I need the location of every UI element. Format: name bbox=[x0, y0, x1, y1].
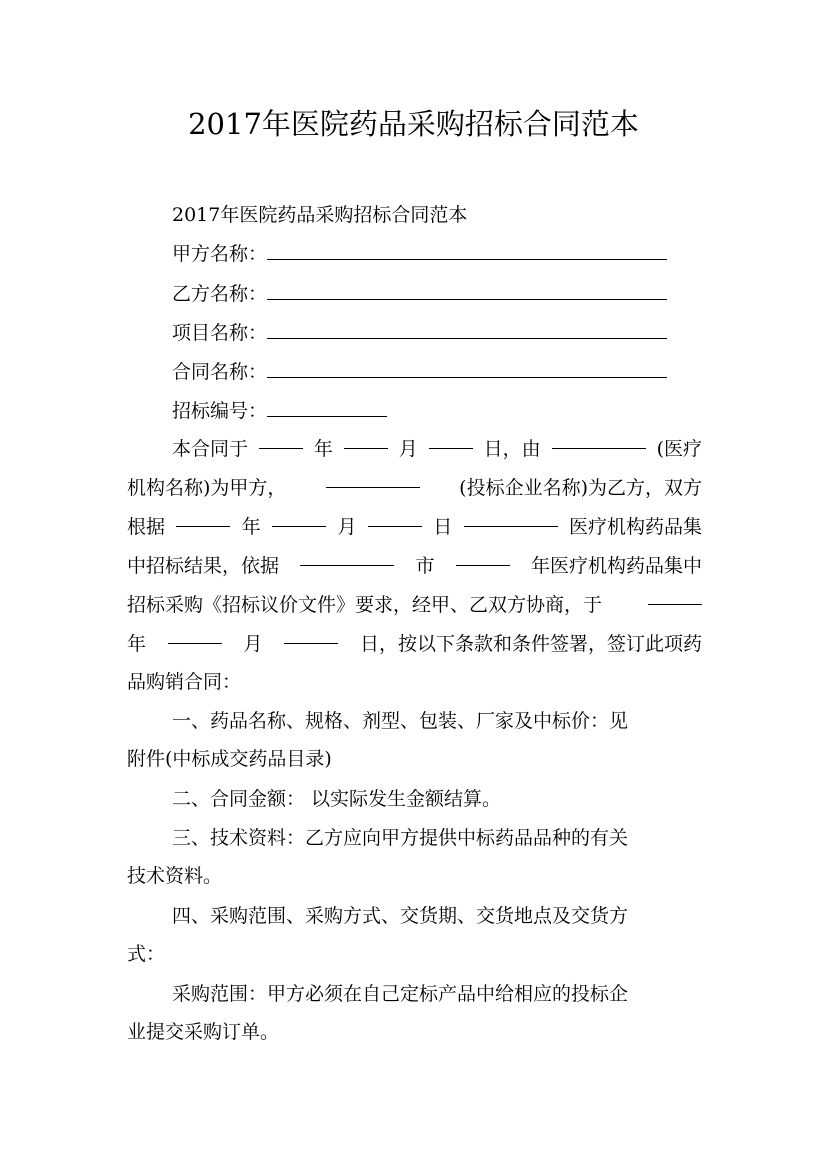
blank-line bbox=[326, 473, 420, 488]
blank-line bbox=[552, 434, 646, 449]
text: 年医疗机构药品集中 bbox=[530, 555, 702, 577]
text: 年 bbox=[127, 633, 147, 655]
intro-line-5 bbox=[127, 590, 702, 617]
subtitle: 2017年医院药品采购招标合同范本 bbox=[172, 204, 468, 226]
text: (投标企业名称)为乙方，双方 bbox=[459, 477, 702, 499]
blank-line bbox=[267, 363, 667, 378]
intro-line-4 bbox=[127, 551, 702, 578]
blank-line bbox=[648, 590, 702, 605]
document-title: 2017年医院药品采购招标合同范本 bbox=[188, 107, 639, 141]
text: 根据 bbox=[127, 516, 166, 538]
field-contract-name bbox=[172, 357, 702, 384]
text: 年 bbox=[241, 516, 261, 538]
text: 市 bbox=[415, 555, 435, 577]
text: 医疗机构药品集 bbox=[568, 516, 702, 538]
text: 机构名称)为甲方， bbox=[127, 477, 287, 499]
text: 招标采购《招标议价文件》要求，经甲、乙双方协商，于 bbox=[127, 594, 603, 616]
field-party-a bbox=[172, 239, 702, 266]
field-label: 项目名称： bbox=[172, 322, 268, 344]
blank-line bbox=[284, 629, 338, 644]
clause-5-line-2: 业提交采购订单。 bbox=[127, 1021, 280, 1043]
text: 中招标结果，依据 bbox=[127, 555, 280, 577]
field-label: 乙方名称： bbox=[172, 283, 268, 305]
field-party-b bbox=[172, 279, 702, 306]
blank-line bbox=[176, 512, 230, 527]
clause-3-line-1: 三、技术资料：乙方应向甲方提供中标药品品种的有关 bbox=[172, 827, 629, 849]
blank-line bbox=[168, 629, 222, 644]
clause-4-line-1: 四、采购范围、采购方式、交货期、交货地点及交货方 bbox=[172, 905, 629, 927]
clause-1-line-1: 一、药品名称、规格、剂型、包装、厂家及中标价：见 bbox=[172, 710, 629, 732]
blank-line bbox=[267, 324, 667, 339]
field-label: 合同名称： bbox=[172, 361, 268, 383]
intro-line-7: 品购销合同： bbox=[127, 671, 242, 693]
clause-2: 二、合同金额： 以实际发生金额结算。 bbox=[172, 788, 502, 810]
text: 年 bbox=[313, 438, 333, 460]
blank-line bbox=[429, 434, 473, 449]
intro-line-2 bbox=[127, 473, 702, 500]
clause-5-line-1: 采购范围：甲方必须在自己定标产品中给相应的投标企 bbox=[172, 983, 629, 1005]
blank-line bbox=[456, 551, 510, 566]
blank-line bbox=[272, 512, 326, 527]
blank-line bbox=[300, 551, 394, 566]
blank-line bbox=[344, 434, 388, 449]
text: 月 bbox=[337, 516, 357, 538]
blank-line bbox=[267, 245, 667, 260]
field-label: 招标编号： bbox=[172, 400, 268, 422]
text: 日 bbox=[433, 516, 453, 538]
blank-line bbox=[368, 512, 422, 527]
blank-line bbox=[267, 285, 667, 300]
text: 日，由 bbox=[483, 438, 541, 460]
clause-4-line-2: 式： bbox=[127, 943, 166, 965]
clause-1-line-2: 附件(中标成交药品目录) bbox=[127, 748, 332, 770]
text: 月 bbox=[398, 438, 418, 460]
field-bid-number bbox=[172, 396, 702, 423]
intro-line-6 bbox=[127, 629, 702, 656]
intro-line-1 bbox=[172, 434, 702, 461]
text: 日，按以下条款和条件签署，签订此项药 bbox=[359, 633, 702, 655]
blank-line bbox=[267, 402, 387, 417]
blank-line bbox=[464, 512, 558, 527]
text: (医疗 bbox=[656, 438, 702, 460]
intro-line-3 bbox=[127, 512, 702, 539]
field-project-name bbox=[172, 318, 702, 345]
clause-3-line-2: 技术资料。 bbox=[127, 865, 223, 887]
text: 月 bbox=[243, 633, 263, 655]
blank-line bbox=[259, 434, 303, 449]
field-label: 甲方名称： bbox=[172, 243, 268, 265]
text: 本合同于 bbox=[172, 438, 249, 460]
